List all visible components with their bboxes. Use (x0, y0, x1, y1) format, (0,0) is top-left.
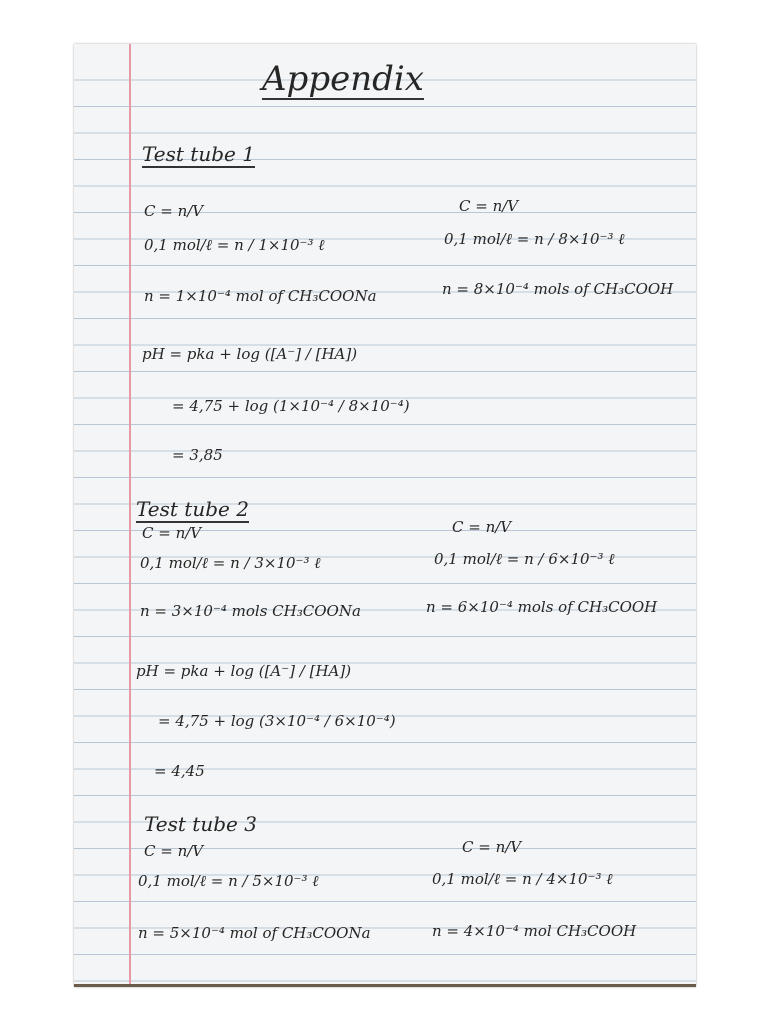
tt2-left-concentration: 0,1 mol/ℓ = n / 3×10⁻³ ℓ (140, 554, 321, 572)
tt2-left-formula: C = n/V (142, 524, 202, 542)
notebook-page (74, 44, 696, 987)
tt1-right-formula: C = n/V (459, 197, 519, 215)
test-tube-1-heading: Test tube 1 (142, 142, 255, 166)
tt3-left-result: n = 5×10⁻⁴ mol of CH₃COONa (138, 924, 371, 942)
tt2-ph-line-2: = 4,75 + log (3×10⁻⁴ / 6×10⁻⁴) (158, 712, 396, 730)
tt1-right-concentration: 0,1 mol/ℓ = n / 8×10⁻³ ℓ (444, 230, 625, 248)
tt2-ph-line-1: pH = pka + log ([A⁻] / [HA]) (136, 662, 352, 680)
tt2-ph-result: = 4,45 (154, 762, 205, 780)
tt1-ph-result: = 3,85 (172, 446, 223, 464)
tt2-right-concentration: 0,1 mol/ℓ = n / 6×10⁻³ ℓ (434, 550, 615, 568)
tt2-right-result: n = 6×10⁻⁴ mols of CH₃COOH (426, 598, 658, 616)
tt2-right-formula: C = n/V (452, 518, 512, 536)
margin-line (129, 44, 131, 984)
test-tube-3-heading: Test tube 3 (144, 812, 257, 836)
tt3-left-concentration: 0,1 mol/ℓ = n / 5×10⁻³ ℓ (138, 872, 319, 890)
tt1-right-result: n = 8×10⁻⁴ mols of CH₃COOH (442, 280, 674, 298)
tt1-ph-line-2: = 4,75 + log (1×10⁻⁴ / 8×10⁻⁴) (172, 397, 410, 415)
tt3-left-formula: C = n/V (144, 842, 204, 860)
tt1-ph-line-1: pH = pka + log ([A⁻] / [HA]) (142, 345, 358, 363)
tt3-right-result: n = 4×10⁻⁴ mol CH₃COOH (432, 922, 637, 940)
tt3-right-concentration: 0,1 mol/ℓ = n / 4×10⁻³ ℓ (432, 870, 613, 888)
tt1-left-concentration: 0,1 mol/ℓ = n / 1×10⁻³ ℓ (144, 236, 325, 254)
tt1-left-result: n = 1×10⁻⁴ mol of CH₃COONa (144, 287, 377, 305)
tt1-left-formula: C = n/V (144, 202, 204, 220)
tt2-left-result: n = 3×10⁻⁴ mols CH₃COONa (140, 602, 361, 620)
page-title: Appendix (262, 59, 424, 99)
test-tube-2-heading: Test tube 2 (136, 497, 249, 521)
tt3-right-formula: C = n/V (462, 838, 522, 856)
